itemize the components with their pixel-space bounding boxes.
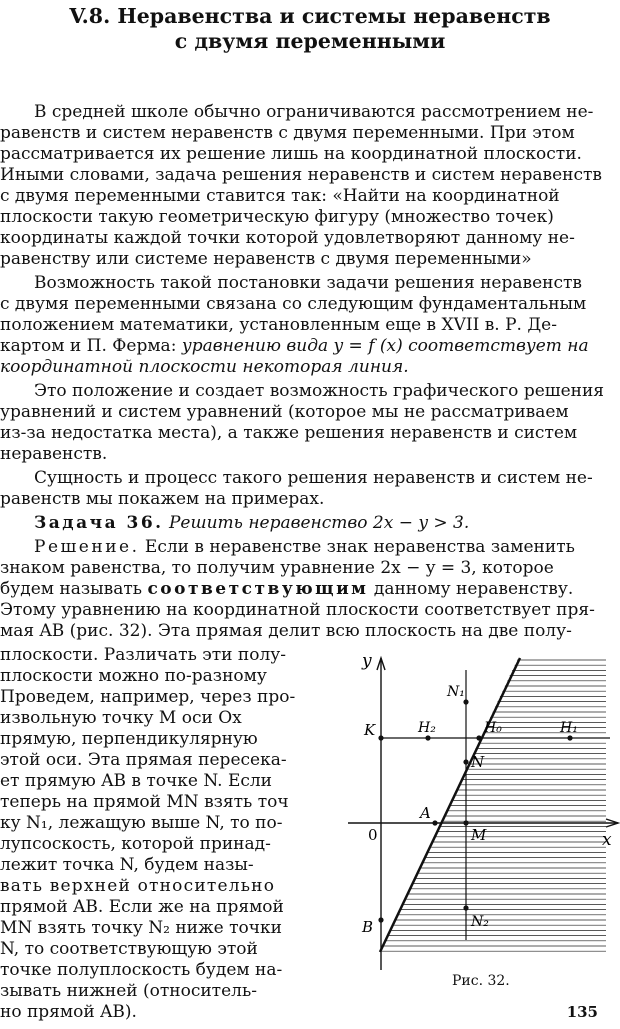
narrow-line-7: ет прямую AB в точке N. Если [0,771,273,791]
label-h1: H₁ [560,720,578,736]
narrow-line-17: зывать нижней (относитель- [0,981,257,1001]
narrow-line-13: прямой AB. Если же на прямой [0,897,284,917]
solution-line-3-end: данному неравенству. [368,579,574,599]
paragraph-4-line-1: Сущность и процесс такого решения неравенств и систем не- [34,468,593,488]
solution-line-4: Этому уравнению на координатной плоскости соответствует пря- [0,600,595,620]
label-y: y [362,651,372,671]
label-n1: N₁ [447,684,465,700]
narrow-line-10: лупсоскость, которой принад- [0,834,271,854]
narrow-line-5: прямую, перпендикулярную [0,729,258,749]
paragraph-2-line-1: Возможность такой постановки задачи решения неравенств [34,273,582,293]
narrow-line-15: N, то соответствующую этой [0,939,258,959]
paragraph-4-line-2: равенств мы покажем на примерах. [0,489,325,509]
narrow-line-3: Проведем, например, через про- [0,687,296,707]
paragraph-2-line-4-start: картом и П. Ферма: [0,336,182,356]
narrow-line-11: лежит точка N, будем назы- [0,855,254,875]
point-n1 [463,699,468,704]
task-label: Задача 36. [34,513,164,533]
label-a: A [420,804,431,822]
label-b: B [362,918,374,936]
label-o: 0 [368,826,378,844]
paragraph-3-line-2: уравнений и систем уравнений (которое мы не рассматриваем [0,402,569,422]
label-m: M [471,826,487,844]
point-h0 [476,735,481,740]
narrow-line-18: но прямой AB). [0,1002,137,1022]
label-k: K [364,721,376,739]
label-h0: H₀ [484,720,502,736]
point-a [432,820,437,825]
point-m [463,820,468,825]
paragraph-2-line-3: положением математики, установленным еще в XVII в. Р. Де- [0,315,557,335]
narrow-line-4: извольную точку M оси Ox [0,708,242,728]
point-h2 [425,735,430,740]
solution-line-3 [0,579,615,600]
point-k [378,735,383,740]
solution-line-5: мая AB (рис. 32). Эта прямая делит всю плоскость на две полу- [0,621,572,641]
page-number: 135 [566,1003,598,1021]
label-n: N [471,753,485,771]
narrow-line-14: MN взять точку N₂ ниже точки [0,918,282,938]
line-ab [380,658,520,952]
paragraph-2-line-4 [0,336,615,357]
figure-32 [340,640,620,970]
paragraph-1-line-8: равенству или системе неравенств с двумя переменными» [0,249,532,269]
paragraph-1-line-1: В средней школе обычно ограничиваются рассмотрением не- [34,102,594,122]
section-title-line1: V.8. Неравенства и системы неравенств [69,4,551,28]
point-n2 [463,905,468,910]
narrow-line-8: теперь на прямой MN взять точ [0,792,289,812]
narrow-line-2: плоскости можно по-разному [0,666,267,686]
solution-label: Решение. [34,537,140,557]
paragraph-1-line-2: равенств и систем неравенств с двумя переменными. При этом [0,123,575,143]
paragraph-1-line-7: координаты каждой точки которой удовлетворяют данному не- [0,228,575,248]
narrow-line-6: этой оси. Эта прямая пересека- [0,750,287,770]
figure-caption: Рис. 32. [452,973,510,989]
paragraph-3-line-4: неравенств. [0,444,108,464]
paragraph-3-line-3: из-за недостатка места), а также решения неравенств и систем [0,423,578,443]
paragraph-1-line-5: с двумя переменными ставится так: «Найти на координатной [0,186,560,206]
task-text: Решить неравенство 2x − y > 3. [168,513,470,533]
solution-line-2: знаком равенства, то получим уравнение 2x − y = 3, которое [0,558,554,578]
label-h2: H₂ [418,720,436,736]
paragraph-2-line-5: координатной плоскости некоторая линия. [0,357,409,377]
paragraph-1-line-4: Иными словами, задача решения неравенств и систем неравенств [0,165,602,185]
paragraph-2-line-2: с двумя переменными связана со следующим фундаментальным [0,294,587,314]
half-plane-hatching [370,660,610,951]
point-h1 [567,735,572,740]
solution-line-1-text: Если в неравенстве знак неравенства заменить [139,537,575,557]
solution-term: соответствующим [147,579,369,599]
solution-line-1 [0,537,615,558]
narrow-line-1: плоскости. Различать эти полу- [0,645,286,665]
paragraph-3-line-1: Это положение и создает возможность графического решения [34,381,605,401]
point-n [463,759,468,764]
paragraph-1-line-6: плоскости такую геометрическую фигуру (множество точек) [0,207,554,227]
narrow-line-12: вать верхней относительно [0,876,276,896]
paragraph-2-line-4-italic: уравнению вида y = f (x) соответствует на [181,336,589,356]
narrow-line-9: ку N₁, лежащую выше N, то по- [0,813,283,833]
point-b [378,917,383,922]
narrow-line-16: точке полуплоскость будем на- [0,960,283,980]
label-n2: N₂ [471,914,489,930]
section-title-line2: с двумя переменными [174,29,446,53]
solution-line-3-start: будем называть [0,579,148,599]
label-x: x [602,830,612,850]
task-36 [0,513,615,534]
paragraph-1-line-3: рассматривается их решение лишь на координатной плоскости. [0,144,582,164]
